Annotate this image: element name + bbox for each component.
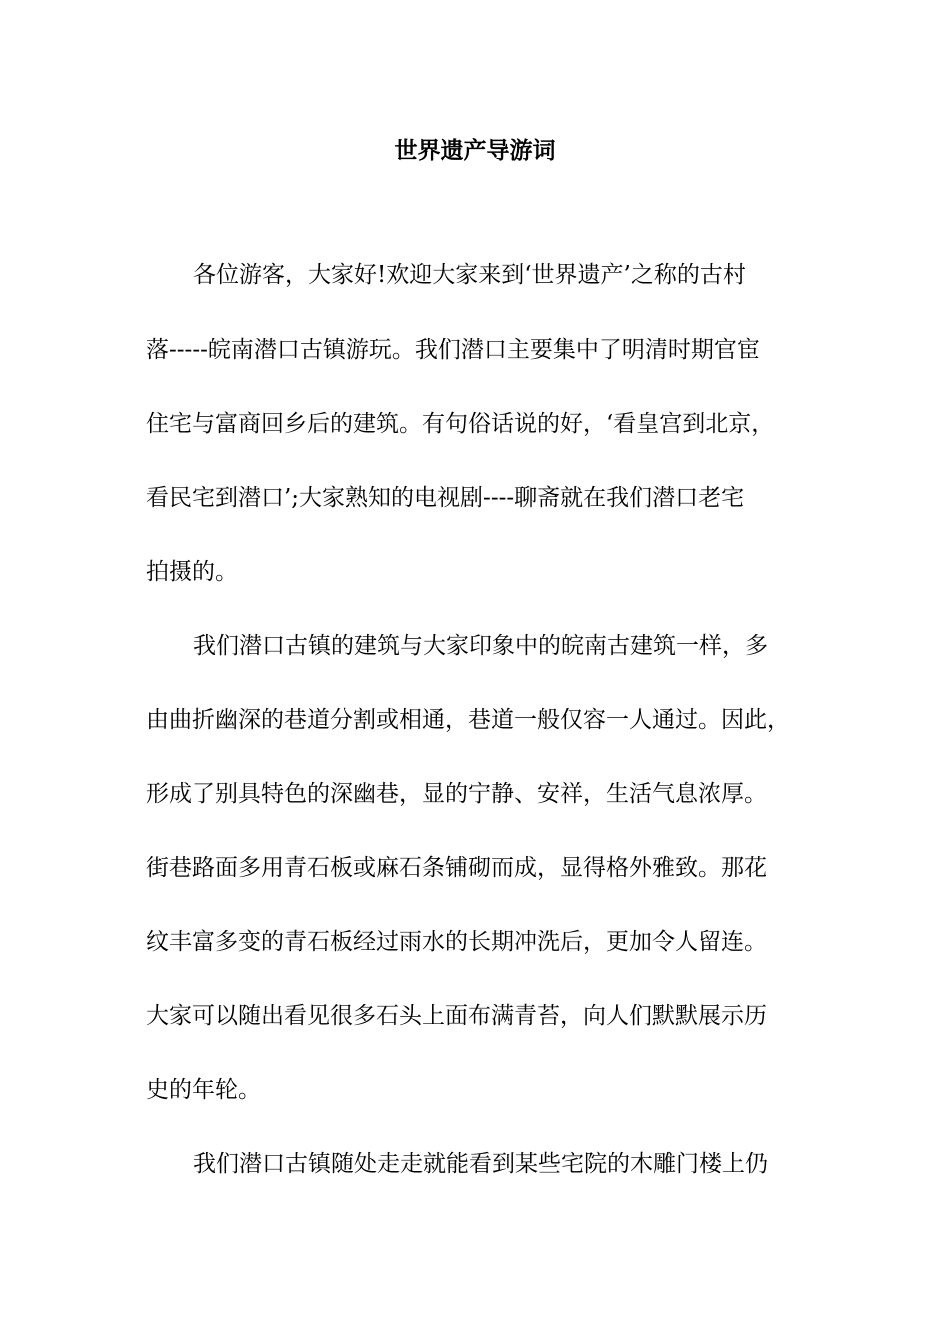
paragraph-1-line-2: 落-----皖南潜口古镇游玩。我们潜口主要集中了明清时期官宦: [146, 337, 760, 363]
paragraph-1-line-5: 拍摄的。: [146, 559, 238, 585]
paragraph-2-line-6: 大家可以随出看见很多石头上面布满青苔，向人们默默展示历: [146, 1003, 767, 1029]
paragraph-1-line-1: 各位游客，大家好!欢迎大家来到‘世界遗产’之称的古村: [193, 262, 746, 288]
paragraph-2-line-7: 史的年轮。: [146, 1077, 261, 1103]
paragraph-2-line-1: 我们潜口古镇的建筑与大家印象中的皖南古建筑一样，多: [193, 633, 768, 659]
paragraph-2-line-5: 纹丰富多变的青石板经过雨水的长期冲洗后，更加令人留连。: [146, 929, 767, 955]
paragraph-1-line-3: 住宅与富商回乡后的建筑。有句俗话说的好，‘看皇宫到北京，: [146, 411, 775, 437]
paragraph-2-line-2: 由曲折幽深的巷道分割或相通，巷道一般仅容一人通过。因此，: [146, 707, 790, 733]
paragraph-2-line-4: 街巷路面多用青石板或麻石条铺砌而成，显得格外雅致。那花: [146, 855, 767, 881]
document-title: 世界遗产导游词: [394, 137, 556, 164]
paragraph-1-line-4: 看民宅到潜口’;大家熟知的电视剧----聊斋就在我们潜口老宅: [146, 485, 745, 511]
paragraph-3-line-1: 我们潜口古镇随处走走就能看到某些宅院的木雕门楼上仍: [193, 1151, 768, 1177]
paragraph-2-line-3: 形成了别具特色的深幽巷，显的宁静、安祥，生活气息浓厚。: [146, 781, 767, 807]
